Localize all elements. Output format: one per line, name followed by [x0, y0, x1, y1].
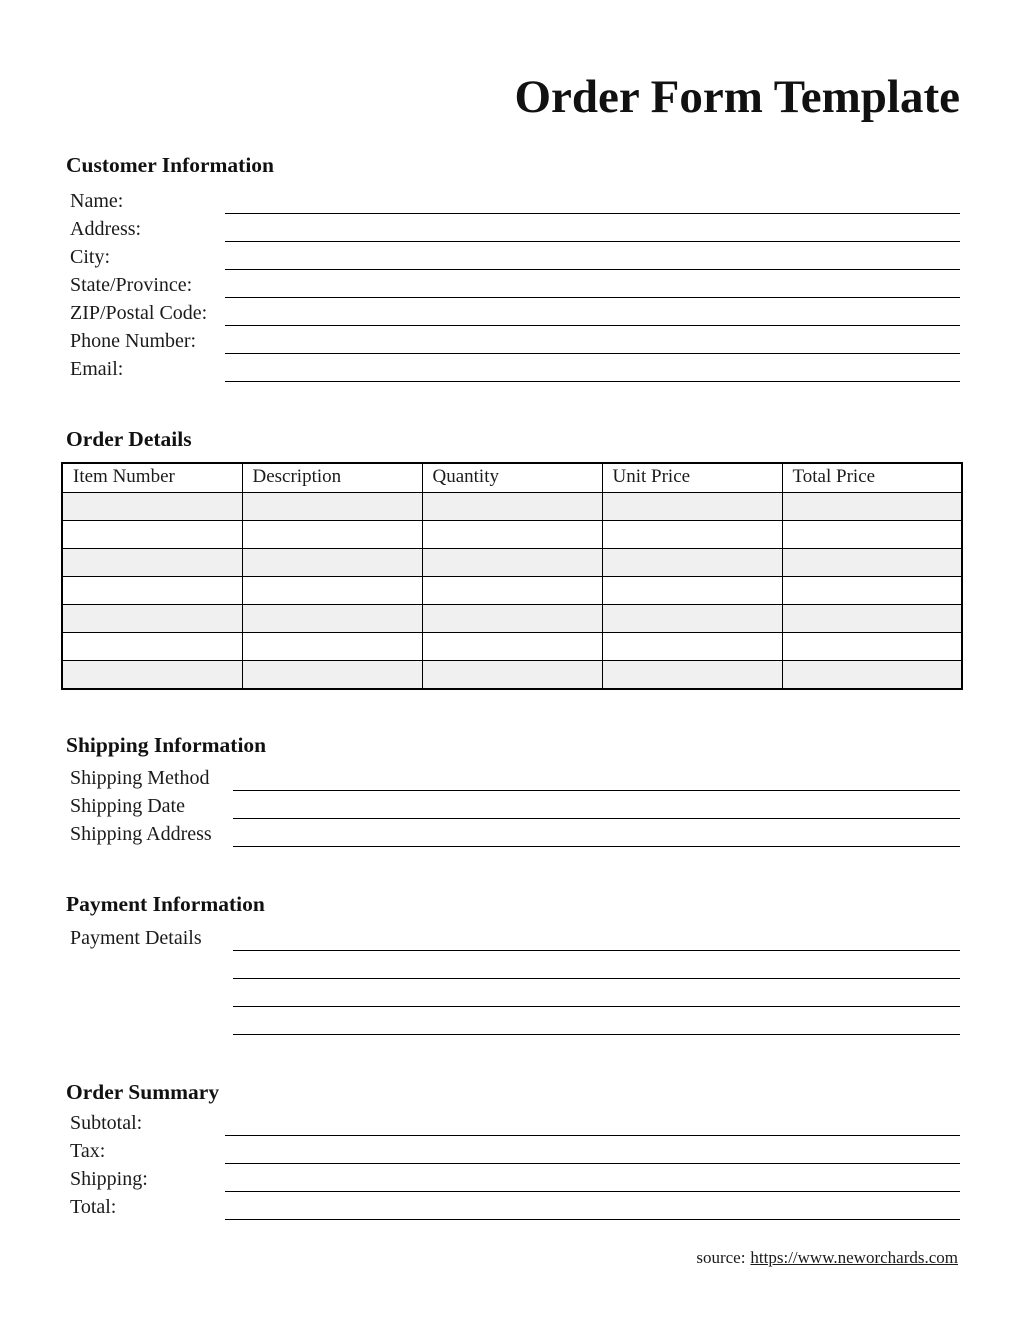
order-table-cell[interactable]: [602, 604, 782, 632]
customer-information-heading: Customer Information: [66, 153, 275, 178]
field-row-zip-postal-code: [0, 298, 1020, 326]
field-row-payment-blank: [0, 1007, 1020, 1035]
state-province-input-line[interactable]: [225, 296, 960, 298]
column-header-total-price: Total Price: [782, 463, 962, 493]
page-title: Order Form Template: [514, 71, 960, 123]
order-summary-heading: Order Summary: [66, 1080, 220, 1105]
order-table-cell[interactable]: [422, 576, 602, 604]
city-label: City:: [70, 245, 111, 268]
total-label: Total:: [70, 1196, 117, 1219]
shipping-date-label: Shipping Date: [70, 795, 185, 818]
order-table-cell[interactable]: [602, 660, 782, 689]
order-table-cell[interactable]: [602, 520, 782, 548]
order-table-cell[interactable]: [782, 576, 962, 604]
subtotal-label: Subtotal:: [70, 1112, 143, 1135]
subtotal-input-line[interactable]: [225, 1134, 960, 1136]
order-table-cell[interactable]: [422, 604, 602, 632]
total-input-line[interactable]: [225, 1218, 960, 1220]
shipping-address-label: Shipping Address: [70, 823, 212, 846]
order-table-cell[interactable]: [62, 492, 242, 520]
shipping-method-input-line[interactable]: [233, 789, 960, 791]
zip-postal-code-label: ZIP/Postal Code:: [70, 301, 208, 324]
field-row-payment-blank: [0, 951, 1020, 979]
order-table-header-row: [62, 463, 962, 493]
shipping-information-heading: Shipping Information: [66, 732, 267, 757]
order-table-cell[interactable]: [782, 492, 962, 520]
order-table-cell[interactable]: [602, 632, 782, 660]
order-details-table: [61, 462, 963, 690]
column-header-description: Description: [242, 463, 422, 493]
column-header-unit-price: Unit Price: [602, 463, 782, 493]
tax-input-line[interactable]: [225, 1162, 960, 1164]
order-table-cell[interactable]: [62, 660, 242, 689]
address-label: Address:: [70, 217, 142, 240]
footer: [0, 1248, 1020, 1268]
field-row-shipping-cost: [0, 1164, 1020, 1192]
payment-information-heading: Payment Information: [66, 892, 265, 917]
name-input-line[interactable]: [225, 212, 960, 214]
order-table-row: [62, 632, 962, 660]
zip-postal-code-input-line[interactable]: [225, 324, 960, 326]
email-label: Email:: [70, 357, 124, 380]
field-row-payment-blank: [0, 979, 1020, 1007]
order-table-cell[interactable]: [62, 576, 242, 604]
field-row-total: [0, 1192, 1020, 1220]
order-table-cell[interactable]: [602, 548, 782, 576]
order-table-cell[interactable]: [62, 632, 242, 660]
order-table-cell[interactable]: [422, 660, 602, 689]
order-table-cell[interactable]: [782, 520, 962, 548]
payment-details-input-line-2[interactable]: [233, 977, 960, 979]
order-table-cell[interactable]: [242, 660, 422, 689]
order-table-cell[interactable]: [62, 548, 242, 576]
phone-number-input-line[interactable]: [225, 352, 960, 354]
order-table-cell[interactable]: [422, 492, 602, 520]
order-table-row: [62, 520, 962, 548]
state-province-label: State/Province:: [70, 273, 193, 296]
field-row-state-province: [0, 270, 1020, 298]
name-label: Name:: [70, 189, 124, 212]
phone-number-label: Phone Number:: [70, 329, 197, 352]
city-input-line[interactable]: [225, 268, 960, 270]
order-table-row: [62, 604, 962, 632]
order-table-cell[interactable]: [782, 604, 962, 632]
payment-details-input-line-3[interactable]: [233, 1005, 960, 1007]
order-table-cell[interactable]: [62, 604, 242, 632]
column-header-quantity: Quantity: [422, 463, 602, 493]
order-table-row: [62, 548, 962, 576]
field-row-tax: [0, 1136, 1020, 1164]
field-row-email: [0, 354, 1020, 382]
payment-details-input-line-4[interactable]: [233, 1033, 960, 1035]
order-table-cell[interactable]: [422, 632, 602, 660]
shipping-cost-label: Shipping:: [70, 1168, 148, 1191]
order-table-row: [62, 576, 962, 604]
order-table-cell[interactable]: [242, 520, 422, 548]
shipping-cost-input-line[interactable]: [225, 1190, 960, 1192]
order-table-row: [62, 660, 962, 689]
field-row-city: [0, 242, 1020, 270]
payment-details-input-line-1[interactable]: [233, 949, 960, 951]
email-input-line[interactable]: [225, 380, 960, 382]
order-table-row: [62, 492, 962, 520]
order-table-cell[interactable]: [422, 520, 602, 548]
order-table-cell[interactable]: [782, 548, 962, 576]
order-table-cell[interactable]: [602, 492, 782, 520]
order-table-cell[interactable]: [62, 520, 242, 548]
field-row-address: [0, 214, 1020, 242]
tax-label: Tax:: [70, 1140, 106, 1163]
order-details-heading: Order Details: [66, 426, 192, 451]
address-input-line[interactable]: [225, 240, 960, 242]
field-row-shipping-date: [0, 791, 1020, 819]
payment-details-block: [0, 923, 1020, 1035]
payment-details-label: Payment Details: [70, 927, 202, 950]
order-table-cell[interactable]: [242, 632, 422, 660]
order-table-cell[interactable]: [782, 660, 962, 689]
field-row-name: [0, 186, 1020, 214]
shipping-date-input-line[interactable]: [233, 817, 960, 819]
order-table-cell[interactable]: [242, 576, 422, 604]
shipping-method-label: Shipping Method: [70, 767, 210, 790]
field-row-subtotal: [0, 1108, 1020, 1136]
order-table-cell[interactable]: [242, 548, 422, 576]
order-table-cell[interactable]: [782, 632, 962, 660]
shipping-address-input-line[interactable]: [233, 845, 960, 847]
column-header-item-number: Item Number: [62, 463, 242, 493]
source-link[interactable]: https://www.neworchards.com: [750, 1248, 958, 1268]
field-row-payment-details: [0, 923, 1020, 951]
order-table-cell[interactable]: [242, 492, 422, 520]
source-label: source:: [696, 1248, 746, 1268]
field-row-shipping-method: [0, 763, 1020, 791]
order-table-cell[interactable]: [602, 576, 782, 604]
order-table-cell[interactable]: [242, 604, 422, 632]
field-row-phone-number: [0, 326, 1020, 354]
field-row-shipping-address: [0, 819, 1020, 847]
order-table-cell[interactable]: [422, 548, 602, 576]
